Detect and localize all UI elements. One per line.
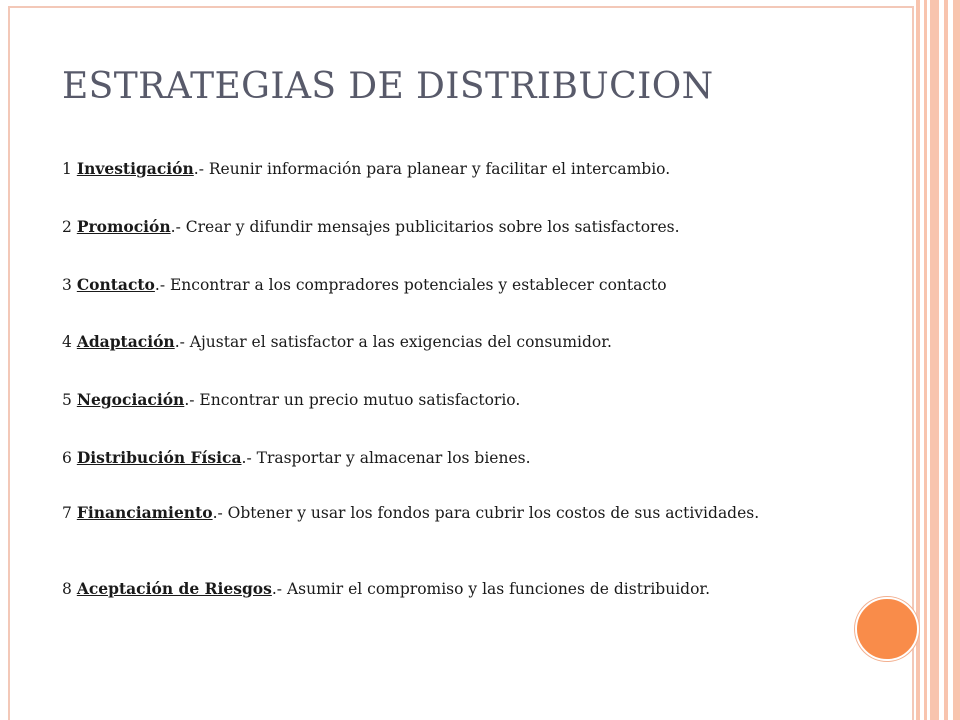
stripe — [924, 0, 927, 720]
item-term: Adaptación — [76, 332, 175, 351]
item-term: Distribución Física — [76, 448, 242, 467]
item-term: Aceptación de Riesgos — [76, 579, 272, 598]
item-number: 2 — [62, 218, 72, 236]
item-term: Financiamiento — [76, 503, 213, 522]
slide-title: ESTRATEGIAS DE DISTRIBUCION — [62, 66, 714, 107]
item-description: .- Encontrar a los compradores potenciales y establecer contacto — [154, 276, 667, 294]
stripe — [916, 0, 920, 720]
item-description: .- Ajustar el satisfactor a las exigencias del consumidor. — [174, 333, 612, 351]
item-term: Investigación — [76, 159, 194, 178]
list-item — [62, 276, 868, 294]
accent-circle — [855, 597, 919, 661]
stripe — [930, 0, 939, 720]
list-item — [62, 580, 868, 598]
item-description: .- Crear y difundir mensajes publicitarios sobre los satisfactores. — [170, 218, 680, 236]
item-description: .- Trasportar y almacenar los bienes. — [241, 449, 531, 467]
item-number: 4 — [62, 333, 72, 351]
item-number: 7 — [62, 504, 72, 522]
list-item — [62, 333, 868, 351]
list-item — [62, 391, 868, 409]
list-item — [62, 449, 868, 467]
item-description: .- Reunir información para planear y facilitar el intercambio. — [193, 160, 671, 178]
slide-frame — [8, 6, 914, 720]
item-description: .- Obtener y usar los fondos para cubrir los costos de sus actividades. — [212, 504, 760, 522]
item-number: 5 — [62, 391, 72, 409]
item-term: Negociación — [76, 390, 185, 409]
list-item — [62, 504, 868, 522]
item-term: Contacto — [76, 275, 155, 294]
item-number: 3 — [62, 276, 72, 294]
item-number: 8 — [62, 580, 72, 598]
list-item — [62, 160, 868, 178]
item-description: .- Asumir el compromiso y las funciones de distribuidor. — [271, 580, 711, 598]
stripe — [953, 0, 960, 720]
item-number: 1 — [62, 160, 72, 178]
item-term: Promoción — [76, 217, 171, 236]
item-description: .- Encontrar un precio mutuo satisfactorio. — [184, 391, 521, 409]
decorative-stripes — [914, 0, 960, 720]
stripe — [944, 0, 948, 720]
item-number: 6 — [62, 449, 72, 467]
list-item — [62, 218, 868, 236]
